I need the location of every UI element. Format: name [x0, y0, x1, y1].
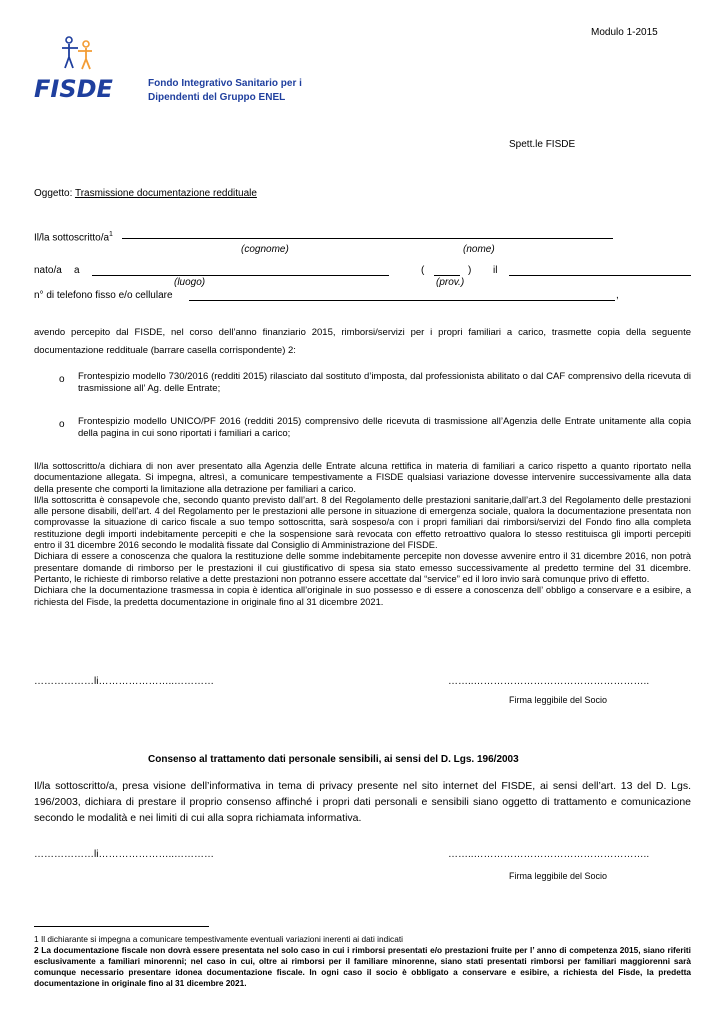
- footnote-separator: [34, 926, 209, 927]
- org-name: Fondo Integrativo Sanitario per i Dipendenti del Gruppo ENEL: [148, 78, 302, 103]
- consent-text: Il/la sottoscritto/a, presa visione dell’informativa in tema di privacy presente nel sito internet del FISDE, ai sensi dell’art. 13 del D. Lgs. 196/2003, dichiara di prestare il proprio consenso affinché i propri dati personali e sensibili siano oggetto di trattamento e comunicazione secondo le modalità e nei limiti di cui alla sopra richiamata informativa.: [34, 780, 691, 824]
- prov-close-paren: ): [468, 265, 472, 276]
- signature-caption: Firma leggibile del Socio: [509, 871, 608, 881]
- phone-input-line[interactable]: [189, 300, 615, 301]
- prov-caption: (prov.): [436, 277, 465, 288]
- nato-label: nato/a: [34, 265, 62, 276]
- province-input-line[interactable]: [434, 275, 460, 276]
- declaration-paragraph: Il/la sottoscritto/a dichiara di non aver presentato alla Agenzia delle Entrate alcuna rettifica in materia di familiari a carico rispetto a quanto riportato nella documentazione allegata. Si impegna, altresì, a comunicare tempestivamente a FISDE qualsiasi variazione dovesse intervenire successivamente alla data della presente che comporti la limitazione alla detrazione per familiari a carico.: [34, 461, 691, 494]
- declaration-paragraph: Il/la sottoscritta è consapevole che, secondo quanto previsto dall’art. 8 del Regolamento delle prestazioni sanitarie,dall’art.3 del Regolamento delle prestazioni alle persone disabili, dell’art. 4 del Regolamento per le prestazioni alle persone in situazione di emergenza sociale, qualora la documentazione presentata non comprovasse la situazione di carico fiscale a suo tempo sottoscritta, sarà sospeso/a con i propri familiari dai rimborsi/servizi del Fondo fino alla completa restituzione degli importi indebitamente percepiti e che la sospensione sarà revocata con effetto retroattivo qualora lo stesso restituisca gli importi percepiti entro il 31 dicembre 2016 secondo le modalità fissate dal Consiglio di Amministrazione del FISDE.: [34, 494, 691, 551]
- recipient: Spett.le FISDE: [509, 139, 576, 150]
- field-label-sottoscritto: Il/la sottoscritto/$a^1$: [34, 231, 113, 244]
- subject-text: Trasmissione documentazione reddituale: [74, 188, 257, 199]
- declarations-block: [34, 461, 691, 608]
- subject: Oggetto: Trasmissione documentazione reddituale: [34, 188, 257, 199]
- signature-field[interactable]: ……..……………………………………………..: [448, 676, 650, 687]
- cognome-caption: (cognome): [241, 244, 289, 255]
- footnote-2: 2 La documentazione fiscale non dovrà essere presentata nel solo caso in cui i rimborsi presentati e/o prestazioni fruite per l’ anno di competenza 2015, siano riferiti esclusivamente a familiari minorenni; nel caso in cui, oltre ai rimborsi per il familiare minorenne, siano stati presentati rimborsi per familiari maggiorenni sarà comunque necessario presentare idonea documentazione fiscale. In ogni caso il socio è obbligato a conservare e esibire, a richiesta del Fisde, la predetta documentazione in originale fino al 31 dicembre 2021.: [34, 945, 691, 988]
- declaration-paragraph: Dichiara che la documentazione trasmessa in copia è identica all’originale in suo possesso e di essere a conoscenza dell’ obbligo a conservare e a esibire, a richiesta del Fisde, la predetta documentazione in originale fino al 31 dicembre 2021.: [34, 585, 691, 607]
- signature-field[interactable]: ……..……………………………………………..: [448, 849, 650, 860]
- signature-caption: Firma leggibile del Socio: [509, 695, 608, 705]
- form-code: Modulo 1-2015: [591, 27, 658, 38]
- il-label: il: [493, 265, 498, 276]
- phone-comma: ,: [616, 290, 619, 301]
- option-unico-checkbox[interactable]: o: [59, 419, 65, 430]
- name-input-line[interactable]: [122, 238, 613, 239]
- nome-caption: (nome): [463, 244, 495, 255]
- birthplace-input-line[interactable]: [92, 275, 389, 276]
- luogo-caption: (luogo): [174, 277, 206, 288]
- fisde-logo: [34, 35, 129, 107]
- telefono-label: n° di telefono fisso e/o cellulare: [34, 290, 173, 301]
- consent-title: Consenso al trattamento dati personale sensibili, ai sensi del D. Lgs. 196/2003: [148, 754, 519, 765]
- declaration-paragraph: Dichiara di essere a conoscenza che qualora la restituzione delle somme indebitamente percepite non dovesse avvenire entro il 31 dicembre 2016, non potrà presentare domande di rimborso per le prestazioni il cui giustificativo di spesa sia stato emesso successivamente al predetto termine del 31 dicembre. Pertanto, le richieste di rimborso relative a dette prestazioni non potranno essere accettate dal “service” ed il loro invio sarà comunque privo di effetto.: [34, 551, 691, 584]
- birthdate-input-line[interactable]: [509, 275, 691, 276]
- option-730-text: Frontespizio modello 730/2016 (redditi 2015) rilasciato dal sostituto d’imposta, dal professionista abilitato o dal CAF comprensivo della ricevuta di trasmissione all’ Ag. delle Entrate;: [78, 371, 691, 394]
- prov-open-paren: (: [421, 265, 425, 276]
- place-date-field[interactable]: ………………li…………………..…………: [34, 849, 214, 860]
- footnote-1: 1 Il dichiarante si impegna a comunicare tempestivamente eventuali variazioni inerenti ai dati indicati: [34, 934, 403, 944]
- intro-paragraph: avendo percepito dal FISDE, nel corso dell’anno finanziario 2015, rimborsi/servizi per i propri familiari a carico, trasmette copia della seguente documentazione reddituale (barrare casella corrispondente) 2:: [34, 327, 691, 356]
- fisde-logo-text: FISDE: [34, 75, 113, 103]
- a-label: a: [74, 265, 80, 276]
- place-date-field[interactable]: ………………li…………………..…………: [34, 676, 214, 687]
- option-730-checkbox[interactable]: o: [59, 374, 65, 385]
- fisde-logo-figures-icon: [56, 35, 116, 75]
- option-unico-text: Frontespizio modello UNICO/PF 2016 (redditi 2015) comprensivo delle ricevuta di trasmissione all’Agenzia delle Entrate unitamente alla copia della pagina in cui sono riportati i familiari a carico;: [78, 416, 691, 439]
